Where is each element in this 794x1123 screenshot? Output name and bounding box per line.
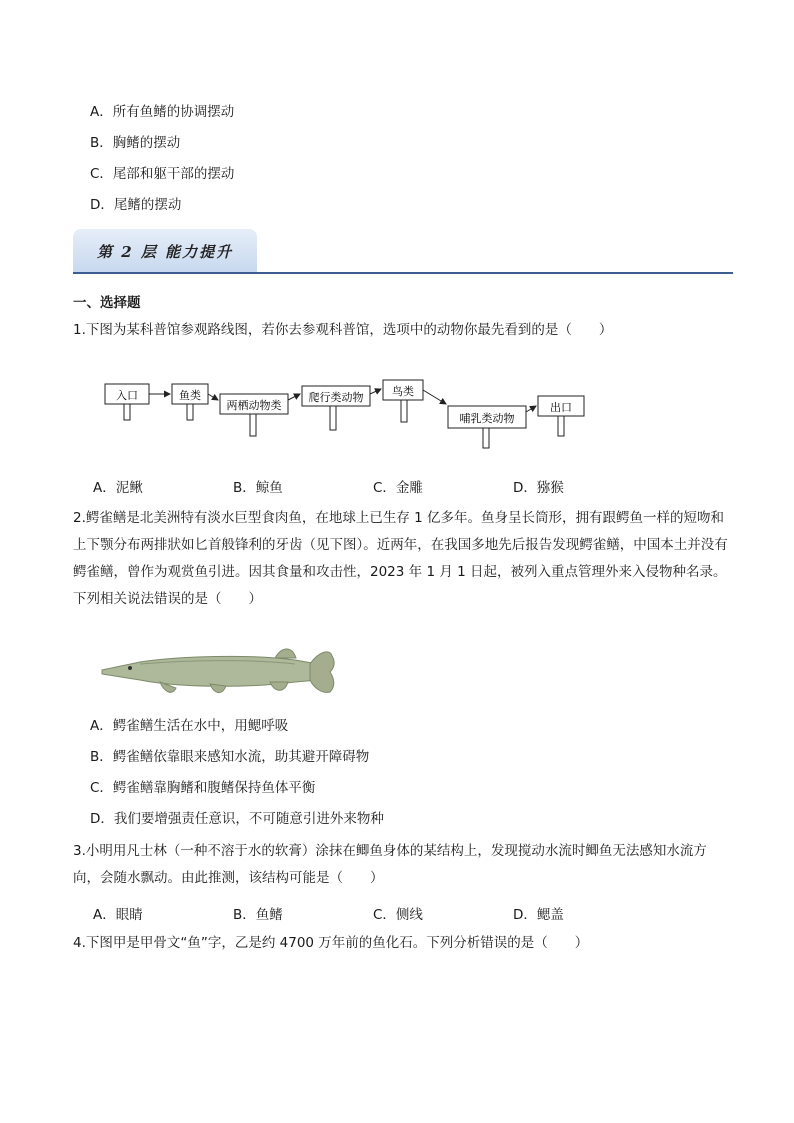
route-label-6: 出口 [550, 401, 572, 414]
q3-option-c: C．侧线 [373, 907, 423, 923]
q3-options [93, 903, 653, 923]
section-banner [73, 229, 257, 273]
route-arrow [526, 406, 536, 412]
route-diagram [0, 372, 794, 482]
q1-option-b: B．鲸鱼 [233, 480, 283, 496]
q2-option-a: A．鳄雀鳝生活在水中，用鳃呼吸 [90, 718, 289, 734]
q2-option-b: B．鳄雀鳝依靠眼来感知水流，助其避开障碍物 [90, 749, 370, 765]
banner-label: 第 2 层 能力提升 [97, 243, 234, 261]
route-sign-bird [383, 380, 423, 422]
q1-stem: 1.下图为某科普馆参观路线图，若你去参观科普馆，选项中的动物你最先看到的是（ ） [73, 322, 613, 338]
q2-stem: 2.鳄雀鳝是北美洲特有淡水巨型食肉鱼，在地球上已生存 1 亿多年。鱼身呈长筒形，拥有跟鳄鱼一样的短吻和上下颚分布两排狀如匕首般锋利的牙齿（见下图）。近两年，在我国多地先后报告发现鳄雀鳝，中国本土并没有鳄雀鳝，曾作为观赏鱼引进。因其食量和攻击性，2023 年 1 月 1 日起，被列入重点管理外来入侵物种名录。下列相关说法错误的是（ ） [73, 510, 728, 607]
q3-option-d: D．鳃盖 [513, 907, 564, 923]
q1-option-d: D．猕猴 [513, 480, 564, 496]
option-a: A．所有鱼鳍的协调摆动 [90, 104, 235, 120]
q2-option-d: D．我们要增强责任意识，不可随意引进外来物种 [90, 811, 384, 827]
option-d: D．尾鳍的摆动 [90, 197, 182, 213]
route-label-1: 鱼类 [179, 389, 201, 402]
route-sign-fish [172, 384, 208, 420]
route-arrow [208, 394, 218, 400]
route-sign-mammal [448, 406, 526, 448]
q1-options [93, 476, 653, 496]
option-c: C．尾部和躯干部的摆动 [90, 166, 235, 182]
route-arrow [370, 389, 381, 394]
q2-option-c: C．鳄雀鳝靠胸鳍和腹鳍保持鱼体平衡 [90, 780, 316, 796]
route-sign-entrance [105, 384, 149, 420]
route-arrow [288, 394, 300, 400]
route-label-2: 两栖动物类 [226, 399, 282, 412]
route-sign-exit [538, 396, 584, 436]
banner-divider [73, 272, 733, 274]
q3-stem: 3.小明用凡士林（一种不溶于水的软膏）涂抹在鲫鱼身体的某结构上，发现搅动水流时鲫鱼无法感知水流方向，会随水飘动。由此推测，该结构可能是（ ） [73, 843, 707, 886]
option-b: B．胸鳍的摆动 [90, 135, 181, 151]
route-label-4: 鸟类 [392, 385, 414, 398]
q1-option-c: C．金雕 [373, 480, 423, 496]
route-label-0: 入口 [116, 389, 138, 402]
q3-option-b: B．鱼鳍 [233, 907, 283, 923]
route-sign-reptile [302, 386, 370, 430]
q3-option-a: A．眼睛 [93, 907, 143, 923]
route-label-5: 哺乳类动物 [459, 412, 515, 425]
route-label-3: 爬行类动物 [308, 391, 364, 404]
q1-option-a: A．泥鳅 [93, 480, 143, 496]
q4-stem: 4.下图甲是甲骨文“鱼”字，乙是约 4700 万年前的鱼化石。下列分析错误的是（ ） [73, 935, 589, 951]
section-heading: 一、选择题 [73, 295, 141, 311]
route-arrow [423, 390, 446, 404]
alligator-gar-image [100, 640, 340, 710]
route-sign-amphibian [220, 394, 288, 436]
